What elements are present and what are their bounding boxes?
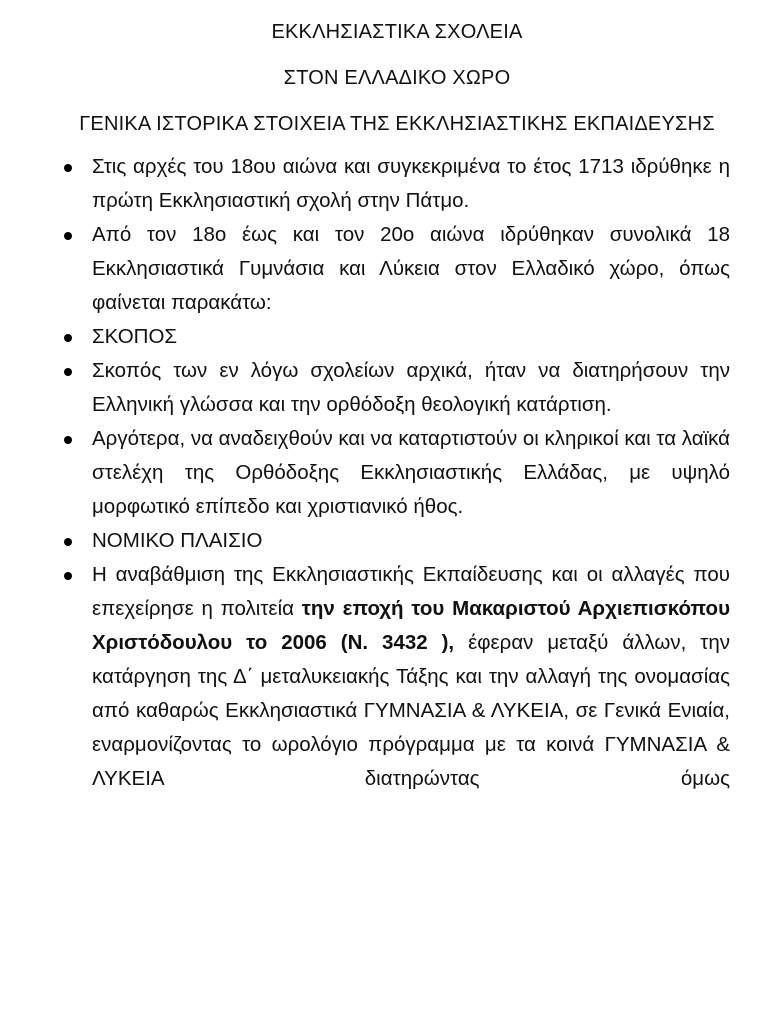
list-item-text — [92, 558, 730, 796]
heading-legal-framework: ΝΟΜΙΚΟ ΠΛΑΙΣΙΟ — [92, 529, 263, 552]
list-item-text: Από τον 18ο έως και τον 20ο αιώνα ιδρύθηκαν συνολικά 18 Εκκλησιαστικά Γυμνάσια και Λύκεια στον Ελλαδικό χώρο, όπως φαίνεται παρακάτω: — [92, 223, 730, 314]
bullet-dot-icon — [64, 572, 72, 580]
bullet-dot-icon — [64, 334, 72, 342]
list-item — [64, 218, 730, 320]
list-item — [64, 150, 730, 218]
list-item — [64, 524, 730, 558]
section-heading-history: ΓΕΝΙΚΑ ΙΣΤΟΡΙΚΑ ΣΤΟΙΧΕΙΑ ΤΗΣ ΕΚΚΛΗΣΙΑΣΤΙΚΗΣ ΕΚΠΑΙΔΕΥΣΗΣ — [79, 113, 715, 135]
bullet-list — [64, 150, 730, 796]
bullet-dot-icon — [64, 538, 72, 546]
text-segment: Η αναβάθμιση της Εκκλησιαστικής Εκπαίδευσης και οι αλλαγές που επεχείρησε η πολιτεία — [92, 563, 730, 620]
document-title-line-2: ΣΤΟΝ ΕΛΛΑΔΙΚΟ ΧΩΡΟ — [283, 67, 511, 89]
list-item — [64, 354, 730, 422]
list-item — [64, 422, 730, 524]
list-item — [64, 558, 730, 796]
list-item-text: Σκοπός των εν λόγω σχολείων αρχικά, ήταν να διατηρήσουν την Ελληνική γλώσσα και την ορθόδοξη θεολογική κατάρτιση. — [92, 359, 730, 416]
text-segment: έφεραν μεταξύ άλλων, την κατάργηση της Δ΄ μεταλυκειακής Τάξης και την αλλαγή της ονομασίας από καθαρώς Εκκλησιαστικά ΓΥΜΝΑΣΙΑ & ΛΥΚΕΙΑ, σε Γενικά Ενιαία, εναρμονίζοντας το ωρολόγιο πρόγραμμα με τα κοινά ΓΥΜΝΑΣΙΑ & ΛΥΚΕΙΑ διατηρώντας όμως — [92, 631, 731, 790]
list-item — [64, 320, 730, 354]
bullet-dot-icon — [64, 232, 72, 240]
bold-text-segment: την εποχή του Μακαριστού Αρχιεπισκόπου Χριστόδουλου το 2006 (Ν. 3432 ), — [92, 597, 730, 654]
document-title-line-1: ΕΚΚΛΗΣΙΑΣΤΙΚΑ ΣΧΟΛΕΙΑ — [271, 21, 523, 43]
bullet-dot-icon — [64, 368, 72, 376]
list-item-text: Αργότερα, να αναδειχθούν και να καταρτιστούν οι κληρικοί και τα λαϊκά στελέχη της Ορθόδοξης Εκκλησιαστικής Ελλάδας, με υψηλό μορφωτικό επίπεδο και χριστιανικό ήθος. — [92, 427, 730, 518]
heading-purpose: ΣΚΟΠΟΣ — [92, 325, 178, 348]
bullet-dot-icon — [64, 436, 72, 444]
bullet-dot-icon — [64, 164, 72, 172]
list-item-text: Στις αρχές του 18ου αιώνα και συγκεκριμένα το έτος 1713 ιδρύθηκε η πρώτη Εκκλησιαστική σχολή στην Πάτμο. — [92, 155, 730, 212]
